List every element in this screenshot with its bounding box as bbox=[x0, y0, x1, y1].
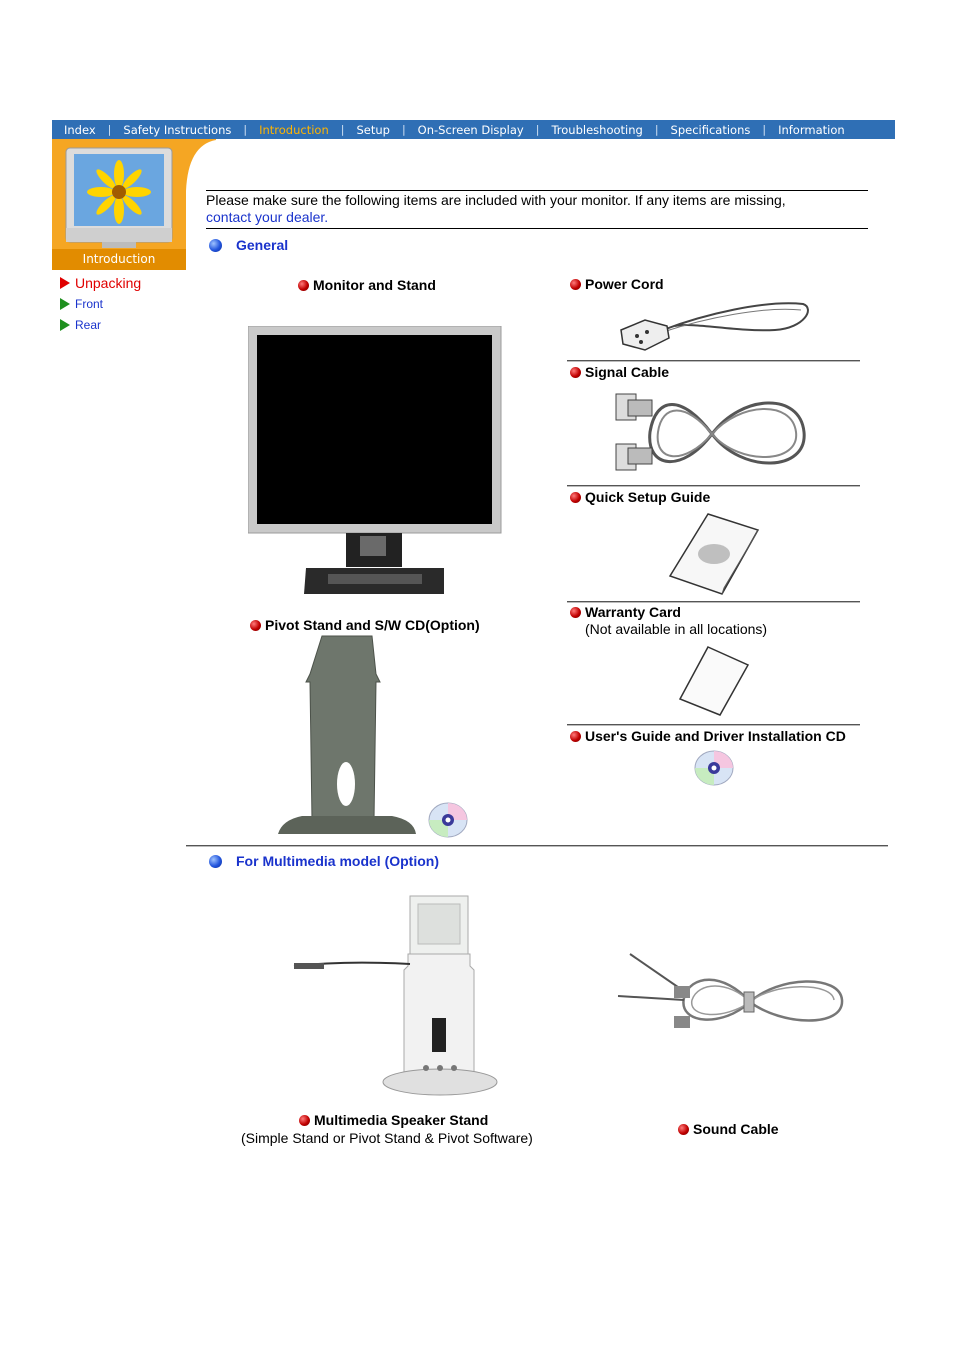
intro-text bbox=[206, 192, 866, 226]
divider bbox=[567, 360, 860, 362]
nav-item-safety-instructions[interactable]: Safety Instructions bbox=[123, 122, 232, 137]
speaker-stand-caption bbox=[299, 1112, 488, 1128]
triangle-right-icon bbox=[60, 319, 70, 331]
section-divider bbox=[186, 845, 888, 847]
sidebar-link-label: Rear bbox=[75, 318, 102, 332]
nav-item-on-screen-display[interactable]: On-Screen Display bbox=[417, 122, 524, 137]
nav-item-information[interactable]: Information bbox=[778, 122, 845, 137]
general-heading bbox=[209, 237, 288, 253]
red-bullet-icon bbox=[299, 1115, 310, 1126]
warranty-note: (Not available in all locations) bbox=[585, 621, 768, 637]
warranty-card-image bbox=[676, 645, 752, 717]
red-bullet-icon bbox=[298, 280, 309, 291]
nav-item-introduction[interactable]: Introduction bbox=[259, 122, 329, 137]
caption-text: Pivot Stand and S/W CD(Option) bbox=[265, 617, 480, 633]
users-guide-caption bbox=[570, 728, 846, 744]
blue-bullet-icon bbox=[209, 855, 222, 868]
pivot-stand-image bbox=[276, 634, 418, 840]
cd-icon bbox=[694, 750, 734, 786]
red-bullet-icon bbox=[678, 1124, 689, 1135]
general-heading-text: General bbox=[236, 237, 289, 253]
sidebar-link-label: Front bbox=[75, 297, 104, 311]
nav-separator: | bbox=[243, 123, 248, 136]
speaker-stand-note: (Simple Stand or Pivot Stand & Pivot Software) bbox=[241, 1130, 533, 1146]
intro-sentence: Please make sure the following items are included with your monitor. If any items are missing, bbox=[206, 192, 786, 208]
nav-separator: | bbox=[340, 123, 345, 136]
sidebar-corner-curve bbox=[186, 139, 216, 191]
signal-cable-image bbox=[612, 386, 812, 480]
caption-text: User's Guide and Driver Installation CD bbox=[585, 728, 846, 744]
red-bullet-icon bbox=[570, 492, 581, 503]
caption-text: Power Cord bbox=[585, 276, 664, 292]
multimedia-heading bbox=[209, 853, 439, 869]
top-navigation bbox=[52, 120, 895, 139]
nav-separator: | bbox=[654, 123, 659, 136]
divider bbox=[567, 724, 860, 726]
nav-item-setup[interactable]: Setup bbox=[356, 122, 390, 137]
divider bbox=[567, 601, 860, 603]
divider bbox=[567, 485, 860, 487]
multimedia-speaker-stand-image bbox=[292, 894, 498, 1098]
sidebar-link-front[interactable] bbox=[60, 297, 103, 311]
caption-text: Monitor and Stand bbox=[313, 277, 436, 293]
divider bbox=[206, 190, 868, 191]
red-bullet-icon bbox=[570, 367, 581, 378]
monitor-and-stand-image bbox=[248, 326, 502, 596]
nav-separator: | bbox=[401, 123, 406, 136]
quick-setup-caption bbox=[570, 489, 710, 505]
contact-dealer-link[interactable]: contact your dealer. bbox=[206, 209, 329, 225]
nav-item-index[interactable]: Index bbox=[64, 122, 96, 137]
nav-item-specifications[interactable]: Specifications bbox=[670, 122, 751, 137]
power-cord-image bbox=[615, 296, 811, 356]
nav-separator: | bbox=[535, 123, 540, 136]
red-bullet-icon bbox=[250, 620, 261, 631]
caption-text: Sound Cable bbox=[693, 1121, 779, 1137]
caption-text: Signal Cable bbox=[585, 364, 670, 380]
pivot-stand-caption bbox=[250, 617, 480, 633]
quick-setup-guide-image bbox=[666, 512, 760, 596]
sidebar-section-label: Introduction bbox=[52, 249, 186, 270]
cd-icon bbox=[428, 802, 468, 838]
sidebar-link-label: Unpacking bbox=[75, 275, 142, 291]
caption-text: Multimedia Speaker Stand bbox=[314, 1112, 489, 1128]
sidebar-link-unpacking[interactable] bbox=[60, 275, 141, 291]
blue-bullet-icon bbox=[209, 239, 222, 252]
monitor-stand-caption bbox=[298, 277, 436, 293]
power-cord-caption bbox=[570, 276, 664, 292]
nav-separator: | bbox=[107, 123, 112, 136]
triangle-right-icon bbox=[60, 298, 70, 310]
caption-text: Quick Setup Guide bbox=[585, 489, 711, 505]
sidebar-link-rear[interactable] bbox=[60, 318, 101, 332]
divider bbox=[206, 228, 868, 229]
signal-cable-caption bbox=[570, 364, 669, 380]
red-bullet-icon bbox=[570, 731, 581, 742]
nav-separator: | bbox=[762, 123, 767, 136]
red-bullet-icon bbox=[570, 279, 581, 290]
warranty-caption bbox=[570, 604, 681, 620]
sound-cable-caption bbox=[678, 1121, 779, 1137]
caption-text: Warranty Card bbox=[585, 604, 681, 620]
red-bullet-icon bbox=[570, 607, 581, 618]
multimedia-heading-text: For Multimedia model (Option) bbox=[236, 853, 439, 869]
triangle-right-icon bbox=[60, 277, 70, 289]
sound-cable-image bbox=[614, 946, 846, 1036]
nav-item-troubleshooting[interactable]: Troubleshooting bbox=[551, 122, 643, 137]
